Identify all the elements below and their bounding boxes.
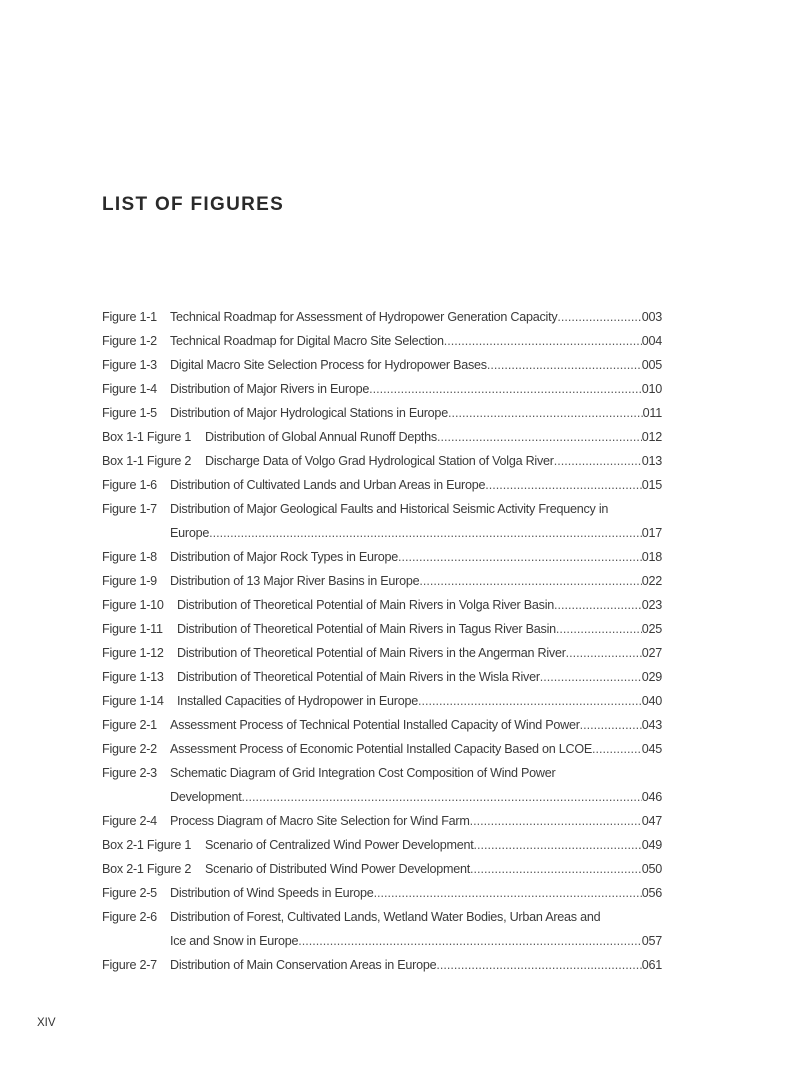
page-ref: 049 [641, 838, 662, 852]
dot-leader [241, 785, 641, 809]
dot-leader [436, 953, 641, 977]
figure-title: Distribution of Cultivated Lands and Urban Areas in Europe [170, 478, 486, 492]
figure-label: Figure 1-11 [102, 622, 163, 636]
figure-label: Figure 2-1 [102, 718, 157, 732]
figure-title-continuation: Ice and Snow in Europe [170, 934, 299, 948]
figure-entry[interactable] [102, 881, 662, 905]
figure-entry[interactable] [102, 449, 662, 473]
page-ref: 018 [641, 550, 662, 564]
figure-label: Figure 1-9 [102, 574, 157, 588]
page-ref: 050 [641, 862, 662, 876]
figure-entry[interactable] [102, 617, 662, 641]
figure-label: Figure 2-5 [102, 886, 157, 900]
page-ref: 004 [641, 334, 662, 348]
figure-title: Distribution of Theoretical Potential of Main Rivers in the Wisla River [177, 670, 540, 684]
dot-leader [485, 473, 642, 497]
figure-entry[interactable] [102, 905, 662, 953]
figure-entry[interactable] [102, 809, 662, 833]
figure-title: Discharge Data of Volgo Grad Hydrological Station of Volga River [205, 454, 554, 468]
figure-entry[interactable] [102, 353, 662, 377]
dot-leader [298, 929, 642, 953]
figure-label: Figure 1-4 [102, 382, 157, 396]
figure-entry[interactable] [102, 473, 662, 497]
figure-title: Schematic Diagram of Grid Integration Cost Composition of Wind Power [170, 766, 556, 780]
page-ref: 010 [641, 382, 662, 396]
page-number: XIV [37, 1017, 56, 1029]
figure-title: Distribution of Theoretical Potential of Main Rivers in the Angerman River [177, 646, 566, 660]
figure-label: Figure 1-12 [102, 646, 164, 660]
dot-leader [209, 521, 642, 545]
figure-label: Figure 1-14 [102, 694, 164, 708]
dot-leader [592, 737, 642, 761]
page-ref: 012 [641, 430, 662, 444]
figure-title: Assessment Process of Economic Potential Installed Capacity Based on LCOE [170, 742, 593, 756]
figure-entry[interactable] [102, 425, 662, 449]
figure-entry[interactable] [102, 689, 662, 713]
figure-title: Distribution of Theoretical Potential of Main Rivers in Volga River Basin [177, 598, 555, 612]
dot-leader [554, 449, 642, 473]
figure-title: Distribution of 13 Major River Basins in Europe [170, 574, 420, 588]
page-ref: 056 [641, 886, 662, 900]
page-ref: 022 [641, 574, 662, 588]
dot-leader [487, 353, 642, 377]
dot-leader [437, 425, 642, 449]
figure-entry[interactable] [102, 665, 662, 689]
page-ref: 045 [641, 742, 662, 756]
figure-entry[interactable] [102, 761, 662, 809]
page-ref: 061 [641, 958, 662, 972]
dot-leader [418, 689, 642, 713]
figure-title: Distribution of Global Annual Runoff Depths [205, 430, 437, 444]
figure-label: Box 2-1 Figure 1 [102, 838, 192, 852]
figure-title: Installed Capacities of Hydropower in Europe [177, 694, 419, 708]
figure-title: Scenario of Distributed Wind Power Development [205, 862, 470, 876]
figure-label: Figure 1-7 [102, 502, 157, 516]
figure-title: Distribution of Main Conservation Areas in Europe [170, 958, 437, 972]
figure-label: Figure 1-6 [102, 478, 157, 492]
figure-title: Distribution of Major Geological Faults and Historical Seismic Activity Frequency in [170, 502, 609, 516]
dot-leader [369, 377, 642, 401]
figure-label: Figure 1-3 [102, 358, 157, 372]
page-ref: 046 [641, 790, 662, 804]
figure-label: Figure 2-3 [102, 766, 157, 780]
figure-entry[interactable] [102, 953, 662, 977]
figure-title-continuation: Development [170, 790, 242, 804]
figure-title: Scenario of Centralized Wind Power Development [205, 838, 474, 852]
dot-leader [556, 617, 642, 641]
figure-entry[interactable] [102, 329, 662, 353]
page-ref: 015 [641, 478, 662, 492]
dot-leader [580, 713, 642, 737]
figure-label: Figure 1-5 [102, 406, 157, 420]
figure-entry[interactable] [102, 713, 662, 737]
page-ref: 013 [641, 454, 662, 468]
dot-leader [470, 809, 642, 833]
figure-title: Technical Roadmap for Assessment of Hydropower Generation Capacity [170, 310, 558, 324]
figure-title: Distribution of Major Hydrological Stations in Europe [170, 406, 448, 420]
figure-title: Assessment Process of Technical Potential Installed Capacity of Wind Power [170, 718, 580, 732]
page-ref: 025 [641, 622, 662, 636]
figure-entry[interactable] [102, 545, 662, 569]
figure-title: Technical Roadmap for Digital Macro Site Selection [170, 334, 444, 348]
figure-label: Figure 1-13 [102, 670, 164, 684]
page-ref: 011 [642, 406, 662, 420]
dot-leader [540, 665, 642, 689]
page-heading: LIST OF FIGURES [102, 194, 285, 215]
dot-leader [398, 545, 642, 569]
figure-title: Distribution of Theoretical Potential of Main Rivers in Tagus River Basin [177, 622, 556, 636]
page-ref: 029 [641, 670, 662, 684]
figure-label: Box 1-1 Figure 1 [102, 430, 192, 444]
page-ref: 027 [641, 646, 662, 660]
page-ref: 057 [641, 934, 662, 948]
page-ref: 005 [641, 358, 662, 372]
figure-entry[interactable] [102, 401, 662, 425]
figure-label: Box 1-1 Figure 2 [102, 454, 192, 468]
figure-title-continuation: Europe [170, 526, 210, 540]
figure-title: Digital Macro Site Selection Process for Hydropower Bases [170, 358, 487, 372]
figure-label: Figure 2-4 [102, 814, 157, 828]
figure-label: Figure 2-2 [102, 742, 157, 756]
dot-leader [374, 881, 642, 905]
figure-entry[interactable] [102, 377, 662, 401]
dot-leader [554, 593, 642, 617]
dot-leader [419, 569, 641, 593]
figure-title: Distribution of Major Rivers in Europe [170, 382, 370, 396]
figure-title: Process Diagram of Macro Site Selection for Wind Farm [170, 814, 470, 828]
page-ref: 047 [641, 814, 662, 828]
dot-leader [444, 329, 642, 353]
figure-list [102, 305, 662, 977]
dot-leader [557, 305, 641, 329]
figure-title: Distribution of Forest, Cultivated Lands, Wetland Water Bodies, Urban Areas and [170, 910, 601, 924]
dot-leader [474, 833, 642, 857]
figure-entry[interactable] [102, 833, 662, 857]
dot-leader [470, 857, 642, 881]
figure-entry[interactable] [102, 593, 662, 617]
figure-label: Figure 1-10 [102, 598, 164, 612]
page-ref: 003 [641, 310, 662, 324]
figure-entry[interactable] [102, 569, 662, 593]
figure-label: Figure 1-1 [102, 310, 157, 324]
figure-label: Figure 2-7 [102, 958, 157, 972]
figure-entry[interactable] [102, 497, 662, 545]
figure-entry[interactable] [102, 857, 662, 881]
figure-title: Distribution of Wind Speeds in Europe [170, 886, 374, 900]
page-ref: 040 [641, 694, 662, 708]
page-ref: 017 [641, 526, 662, 540]
figure-entry[interactable] [102, 305, 662, 329]
figure-title: Distribution of Major Rock Types in Europe [170, 550, 398, 564]
page-ref: 043 [641, 718, 662, 732]
figure-label: Figure 1-2 [102, 334, 157, 348]
page-ref: 023 [641, 598, 662, 612]
dot-leader [566, 641, 642, 665]
dot-leader [448, 401, 643, 425]
figure-label: Figure 2-6 [102, 910, 157, 924]
figure-label: Box 2-1 Figure 2 [102, 862, 192, 876]
figure-label: Figure 1-8 [102, 550, 157, 564]
figure-entry[interactable] [102, 641, 662, 665]
figure-entry[interactable] [102, 737, 662, 761]
